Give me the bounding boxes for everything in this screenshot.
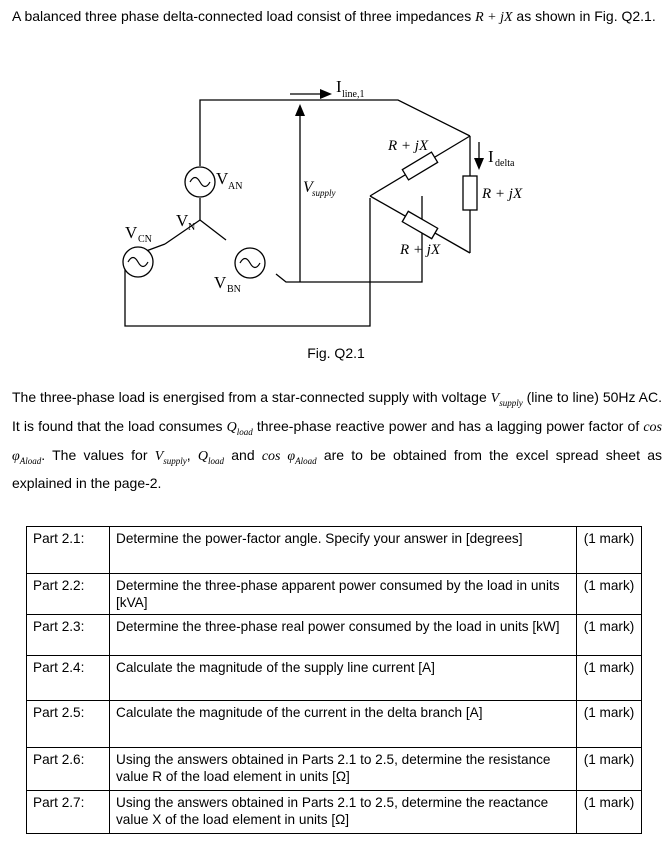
problem-paragraph: [12, 386, 662, 495]
circuit-diagram: [100, 68, 570, 338]
idelta-arrowhead: [474, 158, 484, 170]
table-row: [27, 527, 642, 574]
vcn-label-sub: CN: [138, 234, 152, 245]
idelta-label-sub: delta: [495, 158, 515, 169]
part-number: Part 2.1:: [27, 527, 110, 574]
vbn-label-sub: BN: [227, 284, 241, 295]
para-cos-sub-2: Aload: [295, 455, 317, 466]
para-cos-2: cos φ: [261, 448, 296, 464]
intro-impedance: R + jX: [475, 10, 513, 25]
para-text-5: ,: [186, 446, 198, 463]
z-bottom-label: R + jX: [400, 242, 441, 258]
table-row: [27, 656, 642, 701]
vn-label: V: [176, 211, 189, 230]
table-row: [27, 701, 642, 748]
iline-arrowhead: [320, 89, 332, 99]
vsupply-arrowhead: [295, 104, 305, 116]
para-v-sub: supply: [499, 397, 523, 408]
para-v-sub-2: supply: [163, 455, 187, 466]
vsupply-label-sub: supply: [312, 188, 336, 198]
question-text: Calculate the magnitude of the supply line current [A]: [110, 656, 577, 701]
para-text-2: (line to line) 50Hz AC. It is found that the load consumes: [12, 389, 662, 434]
idelta-label: I: [488, 147, 494, 166]
z-right-label: R + jX: [482, 186, 523, 202]
question-text: Using the answers obtained in Parts 2.1 to 2.5, determine the reactance value X of the load element in units [Ω]: [110, 791, 577, 834]
question-text: Determine the three-phase real power consumed by the load in units [kW]: [110, 615, 577, 656]
para-text-4: . The values for: [41, 446, 155, 463]
question-mark: (1 mark): [577, 527, 642, 574]
question-mark: (1 mark): [577, 748, 642, 791]
part-number: Part 2.5:: [27, 701, 110, 748]
question-mark: (1 mark): [577, 791, 642, 834]
van-label-sub: AN: [228, 181, 243, 192]
impedance-right: [463, 176, 477, 210]
z-top-label: R + jX: [388, 138, 429, 154]
table-row: [27, 748, 642, 791]
table-row: [27, 615, 642, 656]
iline-label-sub: line,1: [342, 89, 365, 100]
question-text: Using the answers obtained in Parts 2.1 to 2.5, determine the resistance value R of the load element in units [Ω]: [110, 748, 577, 791]
part-number: Part 2.3:: [27, 615, 110, 656]
para-text-3: three-phase reactive power and has a lagging power factor of: [252, 417, 644, 434]
para-q-2: Q: [197, 448, 209, 464]
para-q-sub-2: load: [208, 455, 225, 466]
question-text: Determine the power-factor angle. Specify your answer in [degrees]: [110, 527, 577, 574]
para-q-load: [227, 420, 253, 435]
vn-label-sub: N: [188, 222, 196, 233]
question-mark: (1 mark): [577, 574, 642, 615]
question-mark: (1 mark): [577, 701, 642, 748]
part-number: Part 2.4:: [27, 656, 110, 701]
table-row: [27, 574, 642, 615]
van-label: V: [216, 169, 229, 188]
vbn-label: V: [214, 273, 227, 292]
question-mark: (1 mark): [577, 615, 642, 656]
circuit-figure: [100, 68, 570, 338]
para-v: V: [490, 391, 500, 406]
para-cos-phi-2: [262, 449, 317, 464]
question-text: Determine the three-phase apparent power consumed by the load in units [kVA]: [110, 574, 577, 615]
wire-line-b: [276, 196, 422, 282]
para-v-2: V: [154, 448, 164, 464]
impedance-top: [402, 152, 437, 180]
figure-caption: Fig. Q2.1: [307, 345, 365, 361]
para-q: Q: [226, 419, 237, 435]
para-text-1: The three-phase load is energised from a star-connected supply with voltage: [12, 389, 491, 405]
vsupply-label: V: [303, 179, 313, 196]
para-q-sub: load: [236, 426, 253, 437]
impedance-bottom: [402, 211, 437, 238]
iline-label: I: [336, 77, 342, 96]
para-v-supply: [491, 391, 523, 406]
para-q-load-2: [198, 449, 224, 464]
para-text-7: are to be obtained from the excel spread sheet as explained in the page-2.: [12, 446, 662, 492]
part-number: Part 2.2:: [27, 574, 110, 615]
para-v-supply-2: [155, 449, 187, 464]
intro-text-after: as shown in Fig. Q2.1.: [512, 8, 656, 24]
table-row: [27, 791, 642, 834]
para-text-6: and: [224, 446, 262, 463]
part-number: Part 2.7:: [27, 791, 110, 834]
problem-intro: [12, 6, 662, 28]
questions-table: [26, 526, 642, 834]
para-cos: cos φ: [12, 419, 662, 464]
intro-text-before: A balanced three phase delta-connected load consist of three impedances: [12, 8, 476, 24]
part-number: Part 2.6:: [27, 748, 110, 791]
wire-b-neutral: [200, 220, 226, 240]
question-text: Calculate the magnitude of the current in the delta branch [A]: [110, 701, 577, 748]
para-cos-sub: Aload: [19, 455, 42, 466]
question-mark: (1 mark): [577, 656, 642, 701]
vcn-label: V: [125, 223, 138, 242]
